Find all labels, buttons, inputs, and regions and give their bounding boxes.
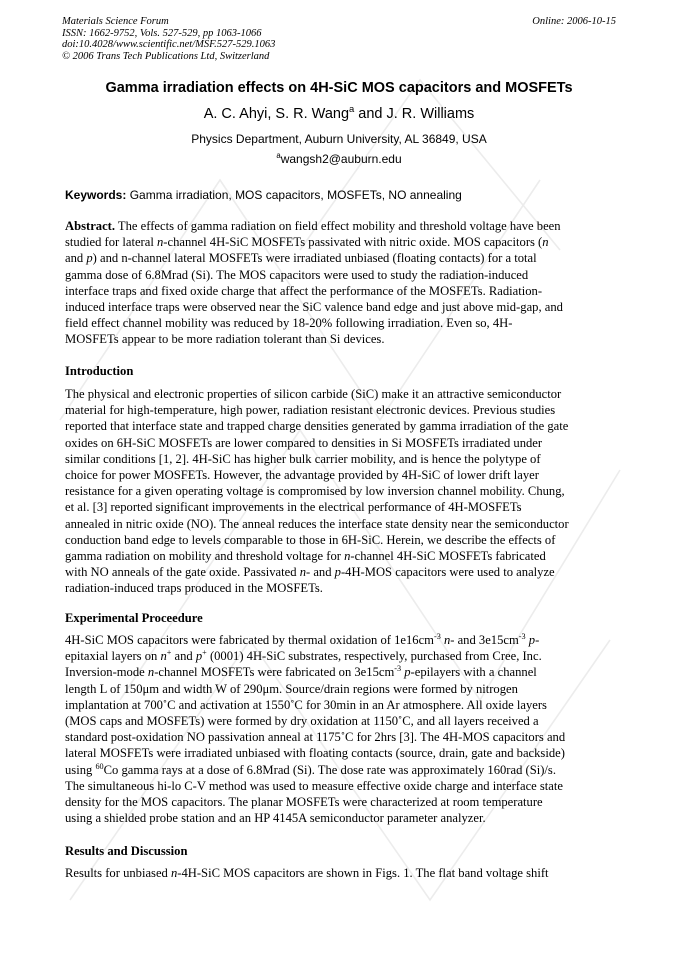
exp-text: - [535, 633, 540, 647]
online-date: Online: 2006-10-15 [532, 16, 616, 27]
exp-text: Inversion-mode [65, 665, 148, 680]
abstract-text: -channel 4H-SiC MOSFETs passivated with nitric oxide. MOS capacitors ( [163, 235, 543, 250]
authors-part-1: A. C. Ahyi, S. R. Wang [203, 106, 350, 122]
exp-text: (0001) 4H-SiC substrates, respectively, purchased from Cree, Inc. [206, 649, 542, 664]
keywords-text: Gamma irradiation, MOS capacitors, MOSFETs, NO annealing [126, 188, 462, 202]
intro-line: radiation-induced traps produced in the MOSFETs. [65, 581, 323, 596]
exp-text: using [65, 762, 96, 777]
exp-italic: n [160, 649, 167, 664]
intro-line: oxides on 6H-SiC MOSFETs are lower compared to densities in Si MOSFETs irradiated under [65, 435, 543, 450]
exp-line: lateral MOSFETs were irradiated unbiased with floating contacts (source, drain, gate and backside) [65, 746, 565, 761]
author-list [0, 103, 678, 122]
intro-line: reported that interface state and trapped charge densities generated by gamma irradiation of the gate [65, 419, 569, 434]
intro-italic: n [344, 549, 351, 564]
exp-line: implantation at 700˚C and activation at 1550˚C for 30min in an Ar atmosphere. All oxide layers [65, 697, 547, 712]
experimental-body [65, 632, 615, 826]
abstract-text: studied for lateral [65, 235, 157, 250]
exp-text: -epilayers with a channel [410, 665, 537, 680]
results-text: -4H-SiC MOS capacitors are shown in Figs. 1. The flat band voltage shift [177, 866, 549, 880]
journal-header [62, 16, 616, 62]
keywords [65, 188, 625, 202]
intro-italic: p [334, 565, 341, 580]
exp-text: 4H-SiC MOS capacitors were fabricated by thermal oxidation of 1e16cm [65, 633, 434, 647]
intro-text: gamma radiation on mobility and threshold voltage for [65, 549, 345, 564]
abstract-line: field effect channel mobility was reduced by 18-20% following irradiation. Even so, 4H- [65, 316, 513, 331]
issn-line: ISSN: 1662-9752, Vols. 527-529, pp 1063-1066 [62, 27, 262, 39]
exp-line: standard post-oxidation NO passivation anneal at 1175˚C for 2hrs [3]. The 4H-MOS capacitors and [65, 730, 566, 745]
abstract-line: induced interface traps were observed near the SiC valence band edge and just above mid-gap, and [65, 300, 563, 315]
affiliation: Physics Department, Auburn University, AL 36849, USA [191, 132, 487, 146]
intro-line: The physical and electronic properties of silicon carbide (SiC) make it an attractive semiconductor [65, 387, 562, 401]
intro-line: conduction band edge to levels comparable to those in 6H-SiC. Herein, we describe the effects of [65, 532, 556, 547]
results-text: Results for unbiased [65, 866, 171, 880]
section-heading-introduction: Introduction [65, 364, 134, 378]
introduction-body [65, 386, 615, 597]
intro-line: et al. [3] reported significant improvements in the electrical performance of 4H-MOSFETs [65, 500, 522, 515]
paper-title: Gamma irradiation effects on 4H-SiC MOS capacitors and MOSFETs [105, 80, 573, 96]
exp-line: (MOS caps and MOSFETs) were formed by dry oxidation at 1150˚C, and all layers received a [65, 714, 539, 729]
intro-line: choice for power MOSFETs. However, the advantage provided by 4H-SiC of lower drift layer [65, 468, 539, 483]
exp-superscript: -3 [433, 631, 441, 641]
exp-superscript: + [166, 648, 172, 658]
abstract-italic: n [542, 235, 549, 250]
intro-text: - and [305, 565, 335, 580]
exp-text: Co gamma rays at a dose of 6.8Mrad (Si). The dose rate was approximately 160rad (Si)/s. [103, 762, 556, 777]
intro-line: annealed in nitric oxide (NO). The anneal reduces the interface state density near the semiconductor [65, 516, 569, 531]
abstract-line: interface traps and fixed oxide charge that affect the performance of the MOSFETs. Radiation- [65, 283, 543, 298]
exp-superscript: -3 [394, 664, 402, 674]
section-heading-experimental: Experimental Proceedure [65, 611, 203, 625]
exp-text: epitaxial layers on [65, 649, 161, 664]
email-line [0, 152, 678, 166]
exp-line: using a shielded probe station and an HP 4145A semiconductor parameter analyzer. [65, 811, 486, 826]
exp-superscript: -3 [518, 631, 526, 641]
abstract-italic: p [86, 251, 93, 266]
email-affil-mark: a [276, 151, 281, 160]
abstract-line: gamma dose of 6.8Mrad (Si). The MOS capacitors were used to study the radiation-induced [65, 267, 529, 282]
author-affil-mark: a [349, 103, 355, 115]
exp-superscript: + [202, 648, 207, 658]
intro-text: -4H-MOS capacitors were used to analyze [340, 565, 555, 580]
abstract-line: MOSFETs appear to be more radiation tolerant than Si devices. [65, 332, 385, 347]
results-italic: n [170, 866, 178, 880]
exp-line: length L of 150μm and width W of 290μm. Source/drain regions were formed by nitrogen [65, 681, 518, 696]
intro-text: with NO anneals of the gate oxide. Passivated [65, 565, 300, 580]
exp-superscript: 60 [95, 761, 104, 771]
abstract-text: ) and n-channel lateral MOSFETs were irradiated unbiased (floating contacts) for a total [92, 251, 537, 266]
exp-italic: p [404, 665, 411, 680]
abstract-label: Abstract. [65, 219, 116, 233]
doi-line: doi:10.4028/www.scientific.net/MSF.527-529.1063 [62, 39, 276, 50]
exp-italic: p [528, 633, 536, 647]
exp-italic: n [443, 633, 451, 647]
intro-italic: n [299, 565, 306, 580]
intro-line: resistance for a given operating voltage is compromised by low inversion channel mobility. Chung, [65, 484, 565, 499]
journal-name: Materials Science Forum [62, 16, 169, 27]
exp-line: The simultaneous hi-lo C-V method was used to measure effective oxide charge and interface state [65, 778, 563, 793]
intro-text: -channel 4H-SiC MOSFETs fabricated [350, 549, 546, 564]
exp-line: density for the MOS capacitors. The planar MOSFETs were characterized at room temperature [65, 795, 543, 810]
email-address[interactable]: wangsh2@auburn.edu [280, 152, 402, 166]
exp-text: and [171, 649, 196, 664]
keywords-label: Keywords: [65, 188, 127, 202]
exp-text: -channel MOSFETs were fabricated on 3e15cm [154, 665, 395, 680]
abstract-line: The effects of gamma radiation on field effect mobility and threshold voltage have been [115, 219, 561, 233]
results-body [65, 865, 615, 881]
intro-line: material for high-temperature, high power, radiation resistant electronic devices. Previous studies [65, 403, 556, 418]
intro-line: similar conditions [1, 2]. 4H-SiC has higher bulk carrier mobility, and is hence the polytype of [65, 451, 541, 466]
exp-italic: n [147, 665, 155, 680]
abstract [65, 218, 615, 348]
abstract-italic: n [156, 235, 164, 250]
abstract-text: and [65, 251, 87, 266]
authors-part-2: and J. R. Williams [354, 106, 475, 122]
exp-italic: p [195, 649, 203, 664]
exp-text: - and 3e15cm [450, 633, 519, 647]
copyright-line: © 2006 Trans Tech Publications Ltd, Switzerland [62, 50, 270, 62]
section-heading-results: Results and Discussion [65, 844, 188, 858]
